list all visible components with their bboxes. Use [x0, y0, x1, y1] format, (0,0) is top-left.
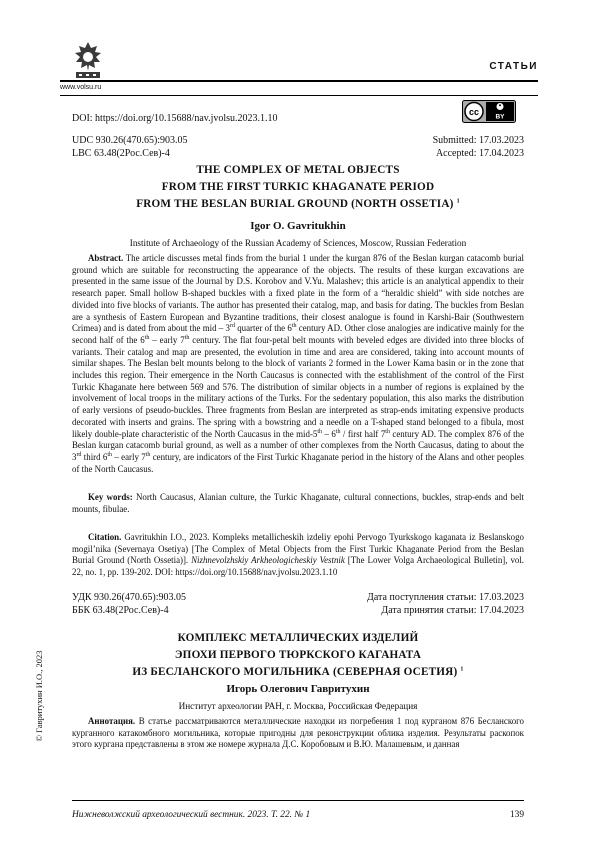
citation-label: Citation.: [88, 532, 122, 542]
abstract-text: – 6: [322, 428, 336, 439]
classification-codes-en: [72, 134, 188, 160]
article-title-en: [72, 162, 524, 213]
header-rule: [60, 80, 538, 82]
abstract-text-ru: В статье рассматриваются металлические находки из погребения 1 под курганом 876 Бесланского курганного катакомбного могильника, которые пригодны для реконструкции облика изделия. Результаты раскопок этого кургана представлены в этом же номере журнала Д.С. Коробовым и В.Ю. Малашевым, и данная: [72, 716, 524, 750]
abstract-text: century. The flat four-petal belt mounts with beveled edges are divided into three blocks of variants. Their catalog and map are presented, the evolution in time and area are considered, taking into account mounts of similar shapes. The Beslan belt mounts belong to the block of variants 2 formed in the Lower Kama basin or in the zone that includes this region. Their emergence in the North Caucasus is connected with the establishment of the control of the First Turkic Khaganate here between 569 and 576. The distribution of similar objects in a number of regions is explained by the involvement of local troops in the military actions of the Turks. For the sedentary population, this also marks the distribution of early versions of pseudo-buckles. Three fragments from Beslan are interpreted as strap-ends imitating expensive products decorated with inserts and grains. The spring with a bowstring and a needle on a T-shaped stand belonged to a fibula, most likely double-plate characteristic of the North Caucasus in the mid-5: [72, 334, 524, 439]
udc-en: UDC 930.26(470.65):903.05: [72, 135, 188, 146]
title-en-footnote-mark[interactable]: 1: [456, 198, 460, 205]
svg-text:cc: cc: [468, 107, 480, 117]
accepted-date-en: Accepted: 17.04.2023: [435, 148, 524, 159]
sup: th: [184, 334, 190, 341]
abstract-text: century AD. The complex 876 of the Beslan kurgan catacomb burial ground, as well as a number of other complexes from the North Caucasus, dating to about the 3: [72, 428, 525, 462]
citation-en: [72, 532, 524, 579]
title-ru-line-2: ЭПОХИ ПЕРВОГО ТЮРКСКОГО КАГАНАТА: [174, 649, 422, 661]
citation-text: Gavritukhin I.O., 2023. Kompleks metallicheskih izdeliy epohi Pervogo Tyurkskogo kaganata iz Beslanskogo mogil’nika (Severnaya Osetiya) [The Complex of Metal Objects from the First Turkic Khaganate Period from the Beslan Burial Ground (North Ossetia)].: [72, 532, 524, 566]
title-ru-footnote-mark[interactable]: 1: [460, 666, 464, 673]
svg-text:BY: BY: [495, 113, 505, 121]
keywords-en: [72, 492, 524, 515]
copyright-text: © Гавритухин И.О., 2023: [34, 650, 44, 742]
affiliation-ru: Институт археологии РАН, г. Москва, Российская Федерация: [178, 701, 418, 711]
lbc-en: LBC 63.48(2Рос.Сев)-4: [72, 148, 170, 159]
abstract-text: – early 7: [149, 334, 185, 345]
abstract-ru: [72, 716, 524, 751]
abstract-text: quarter of the 6: [234, 323, 292, 334]
dates-ru: [367, 591, 524, 617]
accepted-date-ru: Дата принятия статьи: 17.04.2023: [381, 605, 524, 616]
abstract-label-ru: Аннотация.: [88, 716, 136, 726]
abstract-text: century AD. Other close analogies are indicative mainly for the second half of the 6: [72, 323, 524, 345]
sup: th: [144, 334, 150, 341]
abstract-en: [72, 253, 524, 475]
section-title: СТАТЬИ: [489, 61, 538, 72]
website-url[interactable]: www.volsu.ru: [60, 84, 102, 91]
title-ru-line-3: ИЗ БЕСЛАНСКОГО МОГИЛЬНИКА (СЕВЕРНАЯ ОСЕТИЯ): [132, 666, 458, 678]
sup: rd: [76, 451, 82, 458]
citation-text-doi[interactable]: [The Lower Volga Archaeological Bulletin], vol. 22, no. 1, pp. 139-202. DOI: https://doi.org/10.15688/nav.jvolsu.2023.1.10: [72, 555, 525, 578]
author-name-ru: Игорь Олегович Гавритухин: [226, 683, 370, 695]
article-title-ru: [72, 630, 524, 681]
abstract-text: – early 7: [112, 451, 146, 462]
abstract-text: third 6: [81, 451, 108, 462]
page-number: 139: [509, 810, 524, 820]
cc-by-license-icon[interactable]: [462, 100, 516, 123]
submitted-date-ru: Дата поступления статьи: 17.03.2023: [367, 592, 524, 603]
sup: th: [385, 428, 390, 435]
sup: th: [145, 451, 151, 458]
author-name-en: Igor O. Gavritukhin: [250, 220, 346, 232]
abstract-text: / first half 7: [340, 428, 386, 439]
lbc-ru: ББК 63.48(2Рос.Сев)-4: [72, 605, 169, 616]
classification-codes-ru: [72, 591, 186, 617]
sup: th: [335, 428, 341, 435]
sup: rd: [229, 323, 235, 330]
title-en-line-1: THE COMPLEX OF METAL OBJECTS: [196, 164, 400, 176]
title-en-line-2: FROM THE FIRST TURKIC KHAGANATE PERIOD: [161, 181, 435, 193]
sup: th: [291, 323, 297, 330]
footer-rule: [72, 800, 524, 801]
sup: th: [107, 451, 113, 458]
dates-en: [433, 134, 524, 160]
title-en-line-3: FROM THE BESLAN BURIAL GROUND (NORTH OSSETIA): [136, 198, 454, 210]
university-logo: [68, 40, 108, 82]
abstract-label-en: Abstract.: [88, 253, 124, 263]
abstract-text: century, are indicators of the First Turkic Khaganate period in the history of the Alans and other peoples of the North Caucasus.: [72, 451, 524, 474]
udc-ru: УДК 930.26(470.65):903.05: [72, 592, 186, 603]
submitted-date-en: Submitted: 17.03.2023: [432, 135, 524, 146]
doi-link[interactable]: DOI: https://doi.org/10.15688/nav.jvolsu.2023.1.10: [72, 113, 278, 124]
abstract-text: The article discusses metal finds from the burial 1 under the kurgan 876 of the Beslan kurgan catacomb burial ground which are suitable for reconstructing the appearance of the objects. The results of these kurgan excavations are presented in the same issue of the Journal by D.S. Korobov and V.Yu. Malashev; this article is an analytical appendix to their research paper. Small hollow B-shaped buckles with a fixed plate in the form of a “heraldic shield” with side notches are divided into five blocks of variants. The author has presented their catalog, map, and basis for dating. The buckles from Beslan are a synthesis of Eastern European and Byzantine traditions, their closest analogue is found in Karshi-Bair (Southwestern Crimea) and is dated from about the mid – 3: [72, 253, 524, 334]
citation-journal: Nizhnevolzhskiy Arkheologicheskiy Vestnik: [191, 555, 345, 566]
sup: th: [317, 428, 323, 435]
copyright-sidebar: [32, 636, 46, 756]
title-ru-line-1: КОМПЛЕКС МЕТАЛЛИЧЕСКИХ ИЗДЕЛИЙ: [177, 632, 419, 644]
keywords-text-en: North Caucasus, Alanian culture, the Turkic Khaganate, cultural connections, buckles, strap-ends and belt mounts, fibulae.: [72, 492, 524, 514]
header-rule-thin: [60, 95, 538, 96]
footer-journal: Нижневолжский археологический вестник. 2023. Т. 22. № 1: [72, 810, 311, 820]
affiliation-en: Institute of Archaeology of the Russian Academy of Sciences, Moscow, Russian Federation: [129, 238, 467, 248]
keywords-label-en: Key words:: [88, 492, 133, 502]
